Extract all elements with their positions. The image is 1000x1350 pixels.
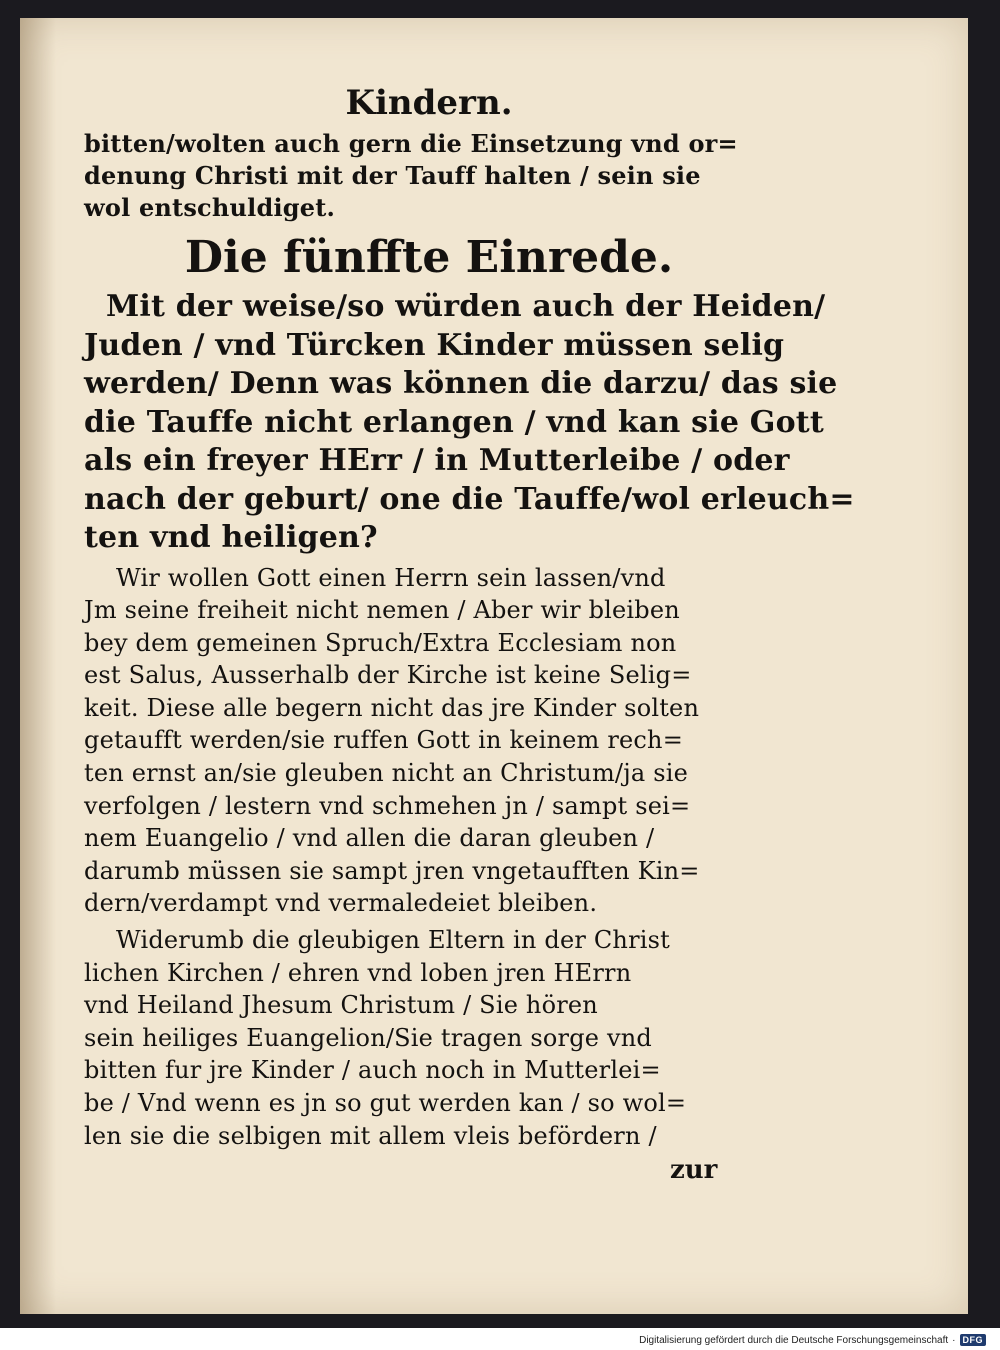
text-line: Mit der weise/so würden auch der Heiden/ bbox=[106, 289, 826, 324]
text-line: nach der geburt/ one die Tauffe/wol erleuch= bbox=[84, 481, 855, 517]
text-line: darumb müssen sie sampt jren vngetaufften Kin= bbox=[84, 856, 700, 885]
text-line: nem Euangelio / vnd allen die daran gleuben / bbox=[84, 824, 655, 853]
paragraph-3 bbox=[84, 562, 774, 921]
text-line: sein heiliges Euangelion/Sie tragen sorge vnd bbox=[84, 1023, 652, 1052]
text-line: Jm seine freiheit nicht nemen / Aber wir bleiben bbox=[84, 596, 680, 625]
text-line: getaufft werden/sie ruffen Gott in keinem rech= bbox=[84, 726, 684, 755]
text-line: Widerumb die gleubigen Eltern in der Christ bbox=[116, 926, 670, 955]
dfg-logo-icon[interactable]: DFG bbox=[960, 1334, 987, 1346]
separator-dot: · bbox=[952, 1334, 956, 1346]
text-line: denung Christi mit der Tauff halten / sein sie bbox=[84, 161, 701, 190]
text-line: bitten fur jre Kinder / auch noch in Mutterlei= bbox=[84, 1056, 661, 1085]
text-line: Wir wollen Gott einen Herrn sein lassen/vnd bbox=[116, 563, 666, 592]
text-line: len sie die selbigen mit allem vleis befördern / bbox=[84, 1121, 657, 1150]
text-line: werden/ Denn was können die darzu/ das sie bbox=[84, 366, 838, 401]
credit-text: Digitalisierung gefördert durch die Deutsche Forschungsgemeinschaft bbox=[639, 1334, 949, 1346]
text-line: dern/verdampt vnd vermaledeiet bleiben. bbox=[84, 889, 598, 918]
text-line: verfolgen / lestern vnd schmehen jn / sampt sei= bbox=[84, 791, 691, 820]
text-line: lichen Kirchen / ehren vnd loben jren HErrn bbox=[84, 958, 632, 987]
text-line: wol entschuldiget. bbox=[84, 193, 336, 222]
running-heading: Kindern. bbox=[345, 83, 513, 123]
text-line: bey dem gemeinen Spruch/Extra Ecclesiam non bbox=[84, 628, 677, 657]
text-line: vnd Heiland Jhesum Christum / Sie hören bbox=[84, 991, 598, 1020]
book-page bbox=[20, 18, 968, 1314]
text-line: Juden / vnd Türcken Kinder müssen selig bbox=[84, 327, 785, 363]
text-line: keit. Diese alle begern nicht das jre Kinder solten bbox=[84, 693, 700, 722]
text-line: ten ernst an/sie gleuben nicht an Christum/ja sie bbox=[84, 759, 688, 788]
text-line: est Salus, Ausserhalb der Kirche ist keine Selig= bbox=[84, 661, 692, 690]
text-line: be / Vnd wenn es jn so gut werden kan / so wol= bbox=[84, 1089, 687, 1117]
page-gutter-shadow bbox=[20, 18, 56, 1314]
paragraph-4 bbox=[84, 924, 774, 1152]
text-line: ten vnd heiligen? bbox=[84, 520, 378, 555]
catchword: zur bbox=[670, 1155, 718, 1185]
text-line: als ein freyer HErr / in Mutterleibe / oder bbox=[84, 443, 790, 478]
paragraph-1 bbox=[84, 128, 774, 224]
digitization-credit bbox=[639, 1334, 986, 1346]
text-line: bitten/wolten auch gern die Einsetzung vnd or= bbox=[84, 129, 738, 158]
text-line: die Tauffe nicht erlangen / vnd kan sie Gott bbox=[84, 404, 824, 440]
section-heading: Die fünffte Einrede. bbox=[184, 232, 674, 283]
paragraph-2 bbox=[84, 288, 855, 558]
page-text bbox=[84, 82, 855, 1152]
scan-edge bbox=[968, 0, 1000, 1328]
